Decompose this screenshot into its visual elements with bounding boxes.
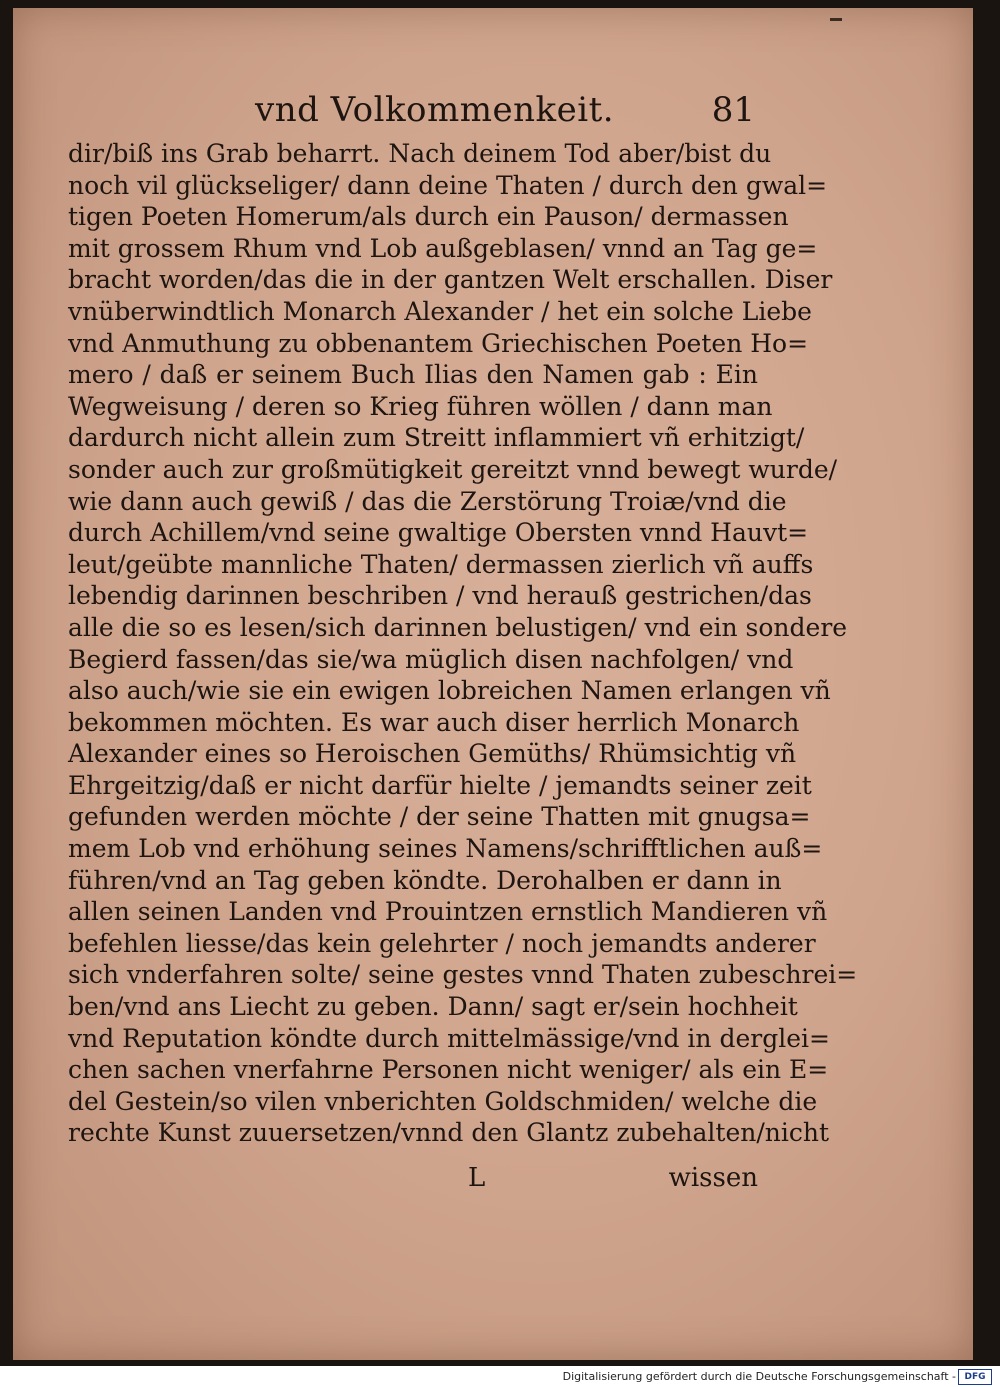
digitization-credit: Digitalisierung gefördert durch die Deutsche Forschungsgemeinschaft - [562, 1370, 956, 1383]
text-line: mit grossem Rhum vnd Lob außgeblasen/ vnnd an Tag ge= [68, 233, 818, 263]
text-line: führen/vnd an Tag geben köndte. Derohalben er dann in [68, 865, 782, 895]
text-line: alle die so es lesen/sich darinnen belustigen/ vnd ein sondere [68, 612, 848, 642]
text-line: del Gestein/so vilen vnberichten Goldschmiden/ welche die [68, 1086, 818, 1116]
text-line: bracht worden/das die in der gantzen Welt erschallen. Diser [68, 265, 833, 295]
text-line: leut/geübte mannliche Thaten/ dermassen zierlich vñ auffs [68, 549, 814, 579]
text-line: lebendig darinnen beschriben / vnd herauß gestrichen/das [68, 581, 812, 611]
text-line: Begierd fassen/das sie/wa müglich disen nachfolgen/ vnd [68, 644, 794, 674]
text-line: noch vil glückseliger/ dann deine Thaten / durch den gwal= [68, 170, 828, 200]
text-line: mero / daß er seinem Buch Ilias den Namen gab : Ein [68, 360, 758, 390]
text-line: wie dann auch gewiß / das die Zerstörung Troiæ/vnd die [68, 486, 787, 516]
text-line: gefunden werden möchte / der seine Thatten mit gnugsa= [68, 802, 811, 832]
text-line: befehlen liesse/das kein gelehrter / noch jemandts anderer [68, 928, 816, 958]
running-title: vnd Volkommenkeit. [255, 90, 615, 130]
catchword: wissen [668, 1163, 758, 1193]
text-line: durch Achillem/vnd seine gwaltige Obersten vnnd Hauvt= [68, 518, 809, 548]
body-text [68, 138, 858, 1149]
dfg-logo: DFG [958, 1369, 992, 1385]
text-line: Ehrgeitzig/daß er nicht darfür hielte / jemandts seiner zeit [68, 770, 812, 800]
text-line: sich vnderfahren solte/ seine gestes vnnd Thaten zubeschrei= [68, 960, 858, 990]
text-line: vnüberwindtlich Monarch Alexander / het ein solche Liebe [68, 296, 812, 326]
text-line: mem Lob vnd erhöhung seines Namens/schrifftlichen auß= [68, 834, 823, 864]
text-line: Wegweisung / deren so Krieg führen wöllen / dann man [68, 391, 773, 421]
text-line: vnd Reputation köndte durch mittelmässige/vnd in derglei= [68, 1023, 830, 1053]
text-line: Alexander eines so Heroischen Gemüths/ Rhümsichtig vñ [68, 739, 797, 769]
page-number: 81 [711, 90, 755, 130]
text-line: vnd Anmuthung zu obbenantem Griechischen Poeten Ho= [68, 328, 809, 358]
text-line: allen seinen Landen vnd Prouintzen ernstlich Mandieren vñ [68, 897, 828, 927]
text-line: chen sachen vnerfahrne Personen nicht weniger/ als ein E= [68, 1055, 829, 1085]
text-line: bekommen möchten. Es war auch diser herrlich Monarch [68, 707, 800, 737]
text-line: rechte Kunst zuuersetzen/vnnd den Glantz zubehalten/nicht [68, 1118, 830, 1148]
page-header [255, 90, 755, 136]
text-line: dardurch nicht allein zum Streitt inflammiert vñ erhitzigt/ [68, 423, 805, 453]
ink-mark [830, 18, 842, 21]
text-line: also auch/wie sie ein ewigen lobreichen Namen erlangen vñ [68, 676, 831, 706]
page-footer [68, 1163, 758, 1197]
text-line: tigen Poeten Homerum/als durch ein Pauson/ dermassen [68, 202, 789, 232]
text-line: ben/vnd ans Liecht zu geben. Dann/ sagt er/sein hochheit [68, 992, 798, 1022]
text-line: sonder auch zur großmütigkeit gereitzt vnnd bewegt wurde/ [68, 454, 838, 484]
signature-mark: L [468, 1163, 486, 1193]
text-line: dir/biß ins Grab beharrt. Nach deinem Tod aber/bist du [68, 139, 772, 168]
